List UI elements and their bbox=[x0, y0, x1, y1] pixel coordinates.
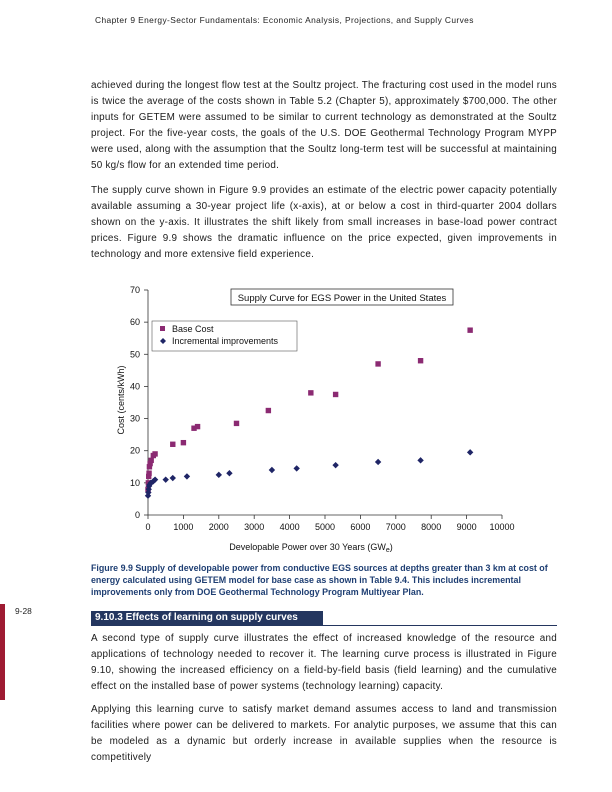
y-tick-label: 70 bbox=[129, 285, 140, 295]
base-cost-point bbox=[152, 451, 157, 456]
incremental-point bbox=[332, 462, 338, 468]
incremental-point bbox=[226, 470, 232, 476]
x-tick-label: 8000 bbox=[421, 522, 442, 532]
incremental-point bbox=[163, 476, 169, 482]
paragraph-supply-curve-intro: The supply curve shown in Figure 9.9 provides an estimate of the electric power capacity potentially available assuming a 30-year project life (x-axis), at or below a cost in third-quarter 2004 dollars shown on the y-axis. It illustrates the shift likely from small increases in base-load power contract prices. Figure 9.9 shows the dramatic influence on the price expected, given improvements in technology and more extensive field experience. bbox=[91, 185, 557, 260]
x-tick-label: 10000 bbox=[489, 522, 515, 532]
running-header: Chapter 9 Energy-Sector Fundamentals: Economic Analysis, Projections, and Supply Curves bbox=[95, 15, 474, 25]
section-heading-rule bbox=[91, 625, 557, 626]
y-tick-label: 20 bbox=[129, 445, 140, 456]
base-cost-point bbox=[234, 421, 239, 426]
base-cost-point bbox=[170, 442, 175, 447]
legend-incremental-label: Incremental improvements bbox=[172, 336, 279, 346]
x-tick-label: 0 bbox=[145, 522, 151, 532]
section-heading bbox=[91, 611, 557, 626]
incremental-point bbox=[216, 472, 222, 478]
chart-title: Supply Curve for EGS Power in the United States bbox=[237, 293, 447, 304]
legend-base-cost-label: Base Cost bbox=[172, 324, 214, 334]
y-tick-label: 40 bbox=[129, 381, 140, 392]
x-tick-label: 2000 bbox=[208, 522, 229, 532]
y-axis-label: Cost (cents/kWh) bbox=[116, 365, 126, 435]
y-tick-label: 50 bbox=[129, 349, 140, 360]
x-axis-label-close: ) bbox=[389, 542, 393, 552]
data-marks bbox=[145, 327, 474, 498]
x-axis-label bbox=[229, 542, 393, 554]
x-tick-label: 4000 bbox=[279, 522, 300, 532]
base-cost-point bbox=[418, 358, 423, 363]
page-number: 9-28 bbox=[15, 606, 32, 616]
paragraph-soultz-assumptions: achieved during the longest flow test at the Soultz project. The fracturing cost used in the model runs is twice the average of the costs shown in Table 5.2 (Chapter 5), approximately $700,000. The other inputs for GETEM were assumed to be similar to current technology as demonstrated at the Soultz project. For the five-year costs, the goals of the U.S. DOE Geothermal Technology Program MYPP were used, along with the assumption that the Soultz long-term test will be successful at maintaining 50 kg/s flow for an extended time period. bbox=[91, 80, 557, 171]
base-cost-point bbox=[195, 424, 200, 429]
paragraph-market-demand: Applying this learning curve to satisfy market demand assumes access to land and transmission facilities where power can be delivered to markets. For analytic purposes, we assume that this can be modeled as a dynamic but orderly increase in available supplies when the resource is competitively bbox=[91, 704, 557, 763]
section-heading-text: 9.10.3 Effects of learning on supply curves bbox=[95, 612, 298, 623]
base-cost-point bbox=[146, 471, 151, 476]
x-axis-label-sub: e bbox=[385, 547, 390, 554]
x-tick-label: 5000 bbox=[314, 522, 336, 532]
x-tick-label: 1000 bbox=[173, 522, 194, 532]
x-tick-label: 6000 bbox=[350, 522, 371, 532]
base-cost-point bbox=[148, 458, 153, 463]
y-tick-label: 60 bbox=[129, 317, 140, 328]
y-tick-label: 10 bbox=[129, 477, 140, 488]
incremental-point bbox=[170, 475, 176, 481]
incremental-point bbox=[375, 459, 381, 465]
x-tick-label: 7000 bbox=[385, 522, 406, 532]
incremental-point bbox=[269, 467, 275, 473]
incremental-point bbox=[417, 457, 423, 463]
y-tick-label: 0 bbox=[134, 510, 140, 520]
x-tick-label: 9000 bbox=[456, 522, 477, 532]
page-edge-bar bbox=[0, 604, 5, 700]
base-cost-point bbox=[181, 440, 186, 445]
x-axis-label-main: Developable Power over 30 Years (GW bbox=[229, 542, 386, 552]
incremental-point bbox=[293, 465, 299, 471]
x-tick-label: 3000 bbox=[244, 522, 265, 532]
base-cost-point bbox=[375, 361, 380, 366]
incremental-point bbox=[467, 449, 473, 455]
incremental-point bbox=[184, 473, 190, 479]
paragraph-learning-curve: A second type of supply curve illustrates the effect of increased knowledge of the resource and applications of technology needed to recover it. The learning curve process is illustrated in Figure 9.10, showing the increased efficiency on a field-by-field basis (field learning) and the cumulative effect on the installed base of power systems (technology learning) capacity. bbox=[91, 633, 557, 692]
y-tick-label: 30 bbox=[129, 413, 140, 424]
base-cost-point bbox=[467, 327, 472, 332]
base-cost-point bbox=[308, 390, 313, 395]
supply-curve-chart bbox=[108, 282, 528, 560]
legend-base-cost-marker bbox=[160, 326, 165, 331]
base-cost-point bbox=[266, 408, 271, 413]
base-cost-point bbox=[333, 392, 338, 397]
figure-caption: Figure 9.9 Supply of developable power from conductive EGS sources at depths greater than 3 km at cost of energy calculated using GETEM model for base case as shown in Table 9.4. This includes incremental improvements only from DOE Geothermal Technology Program Multiyear Plan. bbox=[91, 563, 548, 597]
